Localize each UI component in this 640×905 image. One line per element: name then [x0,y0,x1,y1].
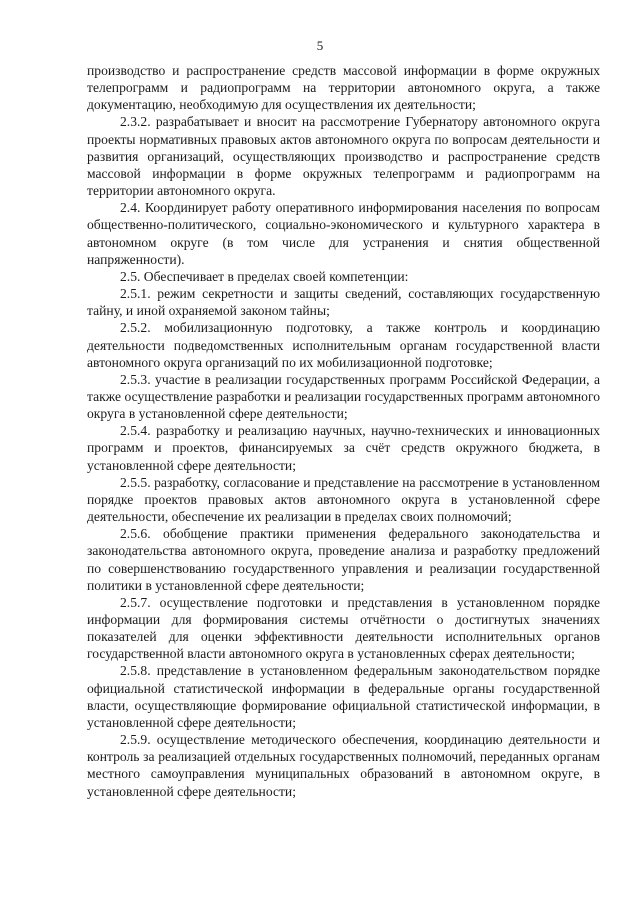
paragraph-2-5-4: 2.5.4. разработку и реализацию научных, научно-технических и инновационных программ и проектов, финансируемых за счёт средств окружного бюджета, в установленной сфере деятельности; [87,423,600,473]
paragraph-continuation: производство и распространение средств массовой информации в форме окружных телепрограмм и радиопрограмм на территории автономного округа, а также документацию, необходимую для осуществления их деятельности; [87,63,600,113]
paragraph-2-5-7: 2.5.7. осуществление подготовки и представления в установленном порядке информации для формирования системы отчётности о достигнутых значениях показателей для оценки эффективности деятельности исполнительных органов государственной власти автономного округа в установленных сферах деятельности; [87,594,600,662]
paragraph-2-3-2: 2.3.2. разрабатывает и вносит на рассмотрение Губернатору автономного округа проекты нормативных правовых актов автономного округа по вопросам деятельности и развития организаций, осуществляющих производство и распространение средств массовой информации в форме окружных телепрограмм и радиопрограмм на территории автономного округа. [87,114,600,199]
paragraph-2-5-6: 2.5.6. обобщение практики применения федерального законодательства и законодательства автономного округа, проведение анализа и разработку предложений по совершенствованию государственного управления и реализации государственной политики в установленной сфере деятельности; [87,526,600,593]
paragraph-2-4: 2.4. Координирует работу оперативного информирования населения по вопросам общественно-политического, социально-экономического и культурного характера в автономном округе (в том числе для устранения и снятия общественной напряженности). [87,200,600,267]
paragraph-2-5-2: 2.5.2. мобилизационную подготовку, а также контроль и координацию деятельности подведомственных исполнительным органам государственной власти автономного округа организаций по их мобилизационной подготовке; [87,320,600,370]
paragraph-2-5-1: 2.5.1. режим секретности и защиты сведений, составляющих государственную тайну, и иной охраняемой законом тайны; [87,286,600,319]
paragraph-2-5-8: 2.5.8. представление в установленном федеральным законодательством порядке официальной статистической информации в федеральные органы государственной власти, осуществляющие формирование официальной статистической информации, в установленной сфере деятельности; [87,663,600,730]
paragraph-2-5-3: 2.5.3. участие в реализации государственных программ Российской Федерации, а также осуществление разработки и реализации государственных программ автономного округа в установленной сфере деятельности; [87,371,600,422]
page-number: 5 [316,38,324,53]
paragraph-2-5-5: 2.5.5. разработку, согласование и представление на рассмотрение в установленном порядке проектов правовых актов автономного округа в установленной сфере деятельности, обеспечение их реализации в пределах своих полномочий; [87,474,600,525]
paragraph-2-5-9: 2.5.9. осуществление методического обеспечения, координацию деятельности и контроль за реализацией отдельных государственных полномочий, переданных органам местного самоуправления муниципальных образований в автономном округе, в установленной сфере деятельности; [87,732,600,799]
paragraph-2-5: 2.5. Обеспечивает в пределах своей компетенции: [120,268,409,284]
document-body [87,62,600,800]
